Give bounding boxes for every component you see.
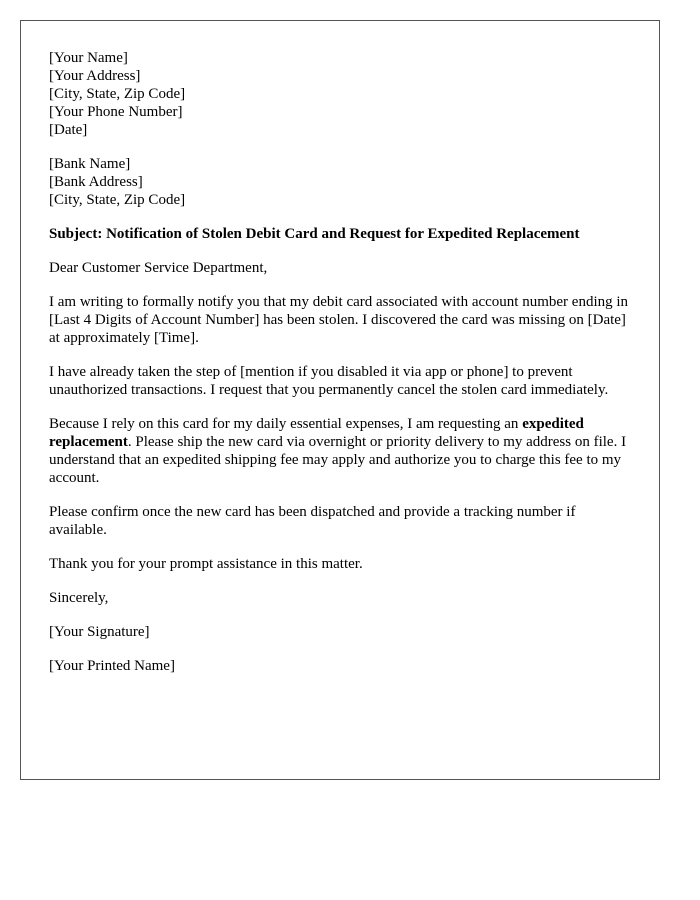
paragraph-replacement-request — [49, 415, 631, 487]
letter-date: [Date] — [49, 122, 88, 138]
sender-block — [49, 49, 631, 139]
paragraph-confirmation: Please confirm once the new card has been dispatched and provide a tracking number if available. — [49, 504, 576, 538]
closing: Sincerely, — [49, 590, 109, 606]
recipient-block — [49, 155, 631, 209]
sender-name: [Your Name] — [49, 50, 128, 66]
replacement-text-start: Because I rely on this card for my daily essential expenses, I am requesting an — [49, 416, 523, 432]
replacement-emphasis: expedited replacement — [49, 416, 584, 450]
paragraph-actions-taken: I have already taken the step of [mention if you disabled it via app or phone] to prevent unauthorized transactions. I request that you permanently cancel the stolen card immediately. — [49, 364, 609, 398]
signature: [Your Signature] — [49, 624, 150, 640]
sender-city-state-zip: [City, State, Zip Code] — [49, 86, 186, 102]
sender-phone: [Your Phone Number] — [49, 104, 183, 120]
salutation: Dear Customer Service Department, — [49, 260, 268, 276]
bank-name: [Bank Name] — [49, 156, 131, 172]
paragraph-thanks: Thank you for your prompt assistance in this matter. — [49, 556, 363, 572]
letter-document — [20, 20, 660, 780]
printed-name: [Your Printed Name] — [49, 658, 175, 674]
replacement-text-end: . Please ship the new card via overnight or priority delivery to my address on file. I understand that an expedited shipping fee may apply and authorize you to charge this fee to my account. — [49, 434, 627, 486]
bank-address: [Bank Address] — [49, 174, 143, 190]
subject-line: Subject: Notification of Stolen Debit Card and Request for Expedited Replacement — [49, 226, 580, 242]
paragraph-notification: I am writing to formally notify you that my debit card associated with account number ending in [Last 4 Digits of Account Number] has been stolen. I discovered the card was missing on [Date] at approximately [Time]. — [49, 294, 629, 346]
bank-city-state-zip: [City, State, Zip Code] — [49, 192, 186, 208]
sender-address: [Your Address] — [49, 68, 141, 84]
